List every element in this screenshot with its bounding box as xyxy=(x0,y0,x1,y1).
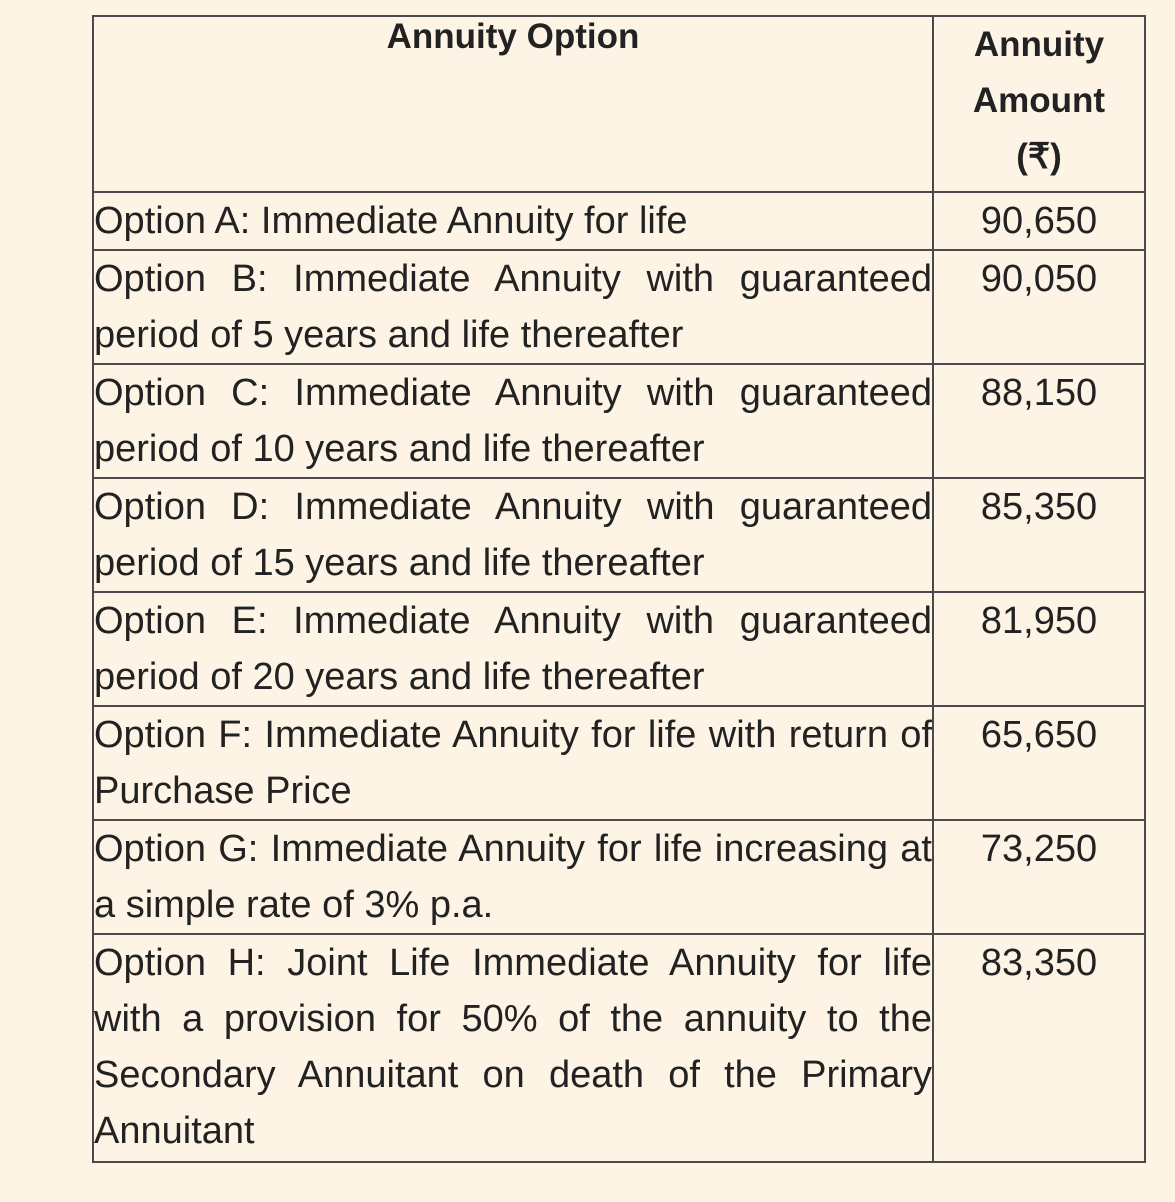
option-cell: Option G: Immediate Annuity for life increasing at a simple rate of 3% p.a. xyxy=(93,820,933,934)
amount-cell: 81,950 xyxy=(933,592,1145,706)
amount-cell: 88,150 xyxy=(933,364,1145,478)
header-annuity-amount xyxy=(933,16,1145,192)
amount-cell: 65,650 xyxy=(933,706,1145,820)
table-row xyxy=(93,364,1145,478)
option-cell: Option F: Immediate Annuity for life with return of Purchase Price xyxy=(93,706,933,820)
option-cell: Option C: Immediate Annuity with guaranteed period of 10 years and life thereafter xyxy=(93,364,933,478)
table-row xyxy=(93,192,1145,250)
table-row xyxy=(93,478,1145,592)
table-row xyxy=(93,820,1145,934)
option-cell: Option D: Immediate Annuity with guaranteed period of 15 years and life thereafter xyxy=(93,478,933,592)
option-cell: Option H: Joint Life Immediate Annuity for life with a provision for 50% of the annuity to the Secondary Annuitant on death of the Primary Annuitant xyxy=(93,934,933,1162)
table-row xyxy=(93,592,1145,706)
amount-cell: 90,050 xyxy=(933,250,1145,364)
header-amount-line3: (₹) xyxy=(1016,137,1062,176)
header-annuity-option: Annuity Option xyxy=(93,16,933,192)
option-cell: Option E: Immediate Annuity with guaranteed period of 20 years and life thereafter xyxy=(93,592,933,706)
option-cell: Option A: Immediate Annuity for life xyxy=(93,192,933,250)
header-amount-line1: Annuity xyxy=(973,25,1105,64)
annuity-options-table xyxy=(92,15,1146,1163)
amount-cell: 83,350 xyxy=(933,934,1145,1162)
amount-cell: 90,650 xyxy=(933,192,1145,250)
option-cell: Option B: Immediate Annuity with guaranteed period of 5 years and life thereafter xyxy=(93,250,933,364)
table-row xyxy=(93,934,1145,1162)
table-header-row xyxy=(93,16,1145,192)
table-row xyxy=(93,250,1145,364)
header-amount-line2: Amount xyxy=(972,81,1106,120)
amount-cell: 85,350 xyxy=(933,478,1145,592)
amount-cell: 73,250 xyxy=(933,820,1145,934)
table-row xyxy=(93,706,1145,820)
